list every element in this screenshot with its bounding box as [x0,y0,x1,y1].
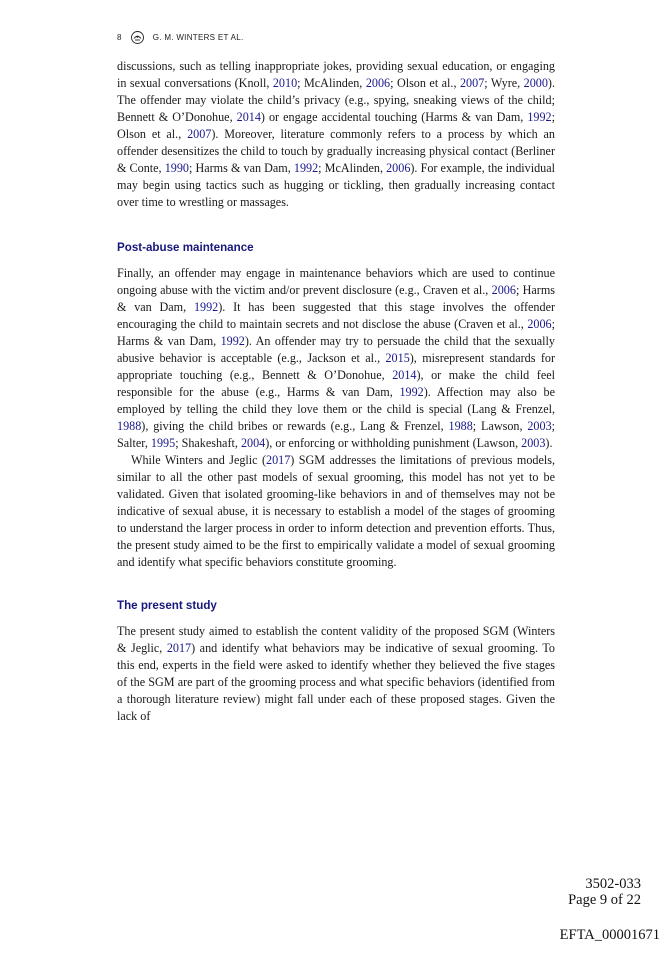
paragraph-post-abuse [117,265,555,452]
text-run: ; Olson et al., [390,76,460,90]
text-run: ; Wyre, [484,76,524,90]
citation-year-link[interactable]: 2017 [266,453,291,467]
paragraph-grooming-touch [117,58,555,211]
citation-year-link[interactable]: 2004 [240,436,266,450]
text-run: ; Salter, [117,419,556,450]
citation-year-link[interactable]: 2015 [385,351,410,365]
text-run: While Winters and Jeglic ( [131,453,267,467]
citation-year-link[interactable]: 1992 [220,334,245,348]
text-run: ; McAlinden, [318,161,387,175]
text-run: ). [545,436,553,450]
text-run: ), or make the child feel responsible for the abuse (e.g., Harms & van Dam, [117,368,555,399]
citation-year-link[interactable]: 2010 [272,76,298,90]
author-line: G. M. WINTERS ET AL. [152,33,244,42]
paragraph-present-study [117,623,555,725]
text-run: ; Harms & van Dam, [117,283,556,314]
citation-year-link[interactable]: 2006 [386,161,411,175]
citation-year-link[interactable]: 1992 [399,385,424,399]
text-run: ), misrepresent standards for appropriate touching (e.g., Bennett & O’Donohue, [117,351,555,382]
text-run: ), giving the child bribes or rewards (e.g., Lang & Frenzel, [141,419,449,433]
citation-year-link[interactable]: 1992 [293,161,319,175]
heading-post-abuse-maintenance: Post-abuse maintenance [117,241,254,254]
journal-logo-icon [131,31,144,44]
text-run: ; Harms & van Dam, [117,317,555,348]
paragraph-sgm-validation [117,452,555,571]
text-run: ; Shakeshaft, [175,436,241,450]
heading-present-study: The present study [117,599,217,612]
citation-year-link[interactable]: 1992 [527,110,552,124]
text-run: ; McAlinden, [297,76,366,90]
text-run: ; Lawson, [472,419,528,433]
text-run: ) and identify what behaviors may be indicative of sexual grooming. To this end, experts in the field were asked to identify whether they believed the five stages of the SGM are part of the grooming process and what specific behaviors (identified from a thorough literature review) might fall under each of these proposed stages. Given the lack of [117,641,555,723]
page-counter: Page 9 of 22 [568,892,641,908]
citation-year-link[interactable]: 1988 [117,419,142,433]
citation-year-link[interactable]: 2006 [491,283,516,297]
citation-year-link[interactable]: 1992 [193,300,219,314]
page-number: 8 [117,33,122,42]
text-run: ). For example, the individual may begin using tactics such as hugging or tickling, then gradually increasing contact over time to wrestling or massages. [117,161,555,209]
citation-year-link[interactable]: 2017 [166,641,192,655]
citation-year-link[interactable]: 2014 [392,368,417,382]
citation-year-link[interactable]: 1995 [150,436,176,450]
text-run: The present study aimed to establish the content validity of the proposed SGM (Winters & Jeglic, [117,624,555,655]
text-run: ) SGM addresses the limitations of previous models, similar to all the other past models of sexual grooming, this model has not yet to be validated. Given that isolated grooming-like behaviors in and of themselves may not be indicative of sexual abuse, it is necessary to establish a model of the stages of grooming to understand the larger process in order to inform detection and prevention efforts. Thus, the present study aimed to be the first to empirically validate a model of sexual grooming and identify what specific behaviors constitute grooming. [117,453,555,569]
text-run: Finally, an offender may engage in maintenance behaviors which are used to continue ongoing abuse with the victim and/or prevent disclosure (e.g., Craven et al., [117,266,555,297]
text-run: ). Moreover, literature commonly refers to a process by which an offender desensitizes the child to touch by gradually increasing physical contact (Berliner & Conte, [117,127,555,175]
citation-year-link[interactable]: 2014 [236,110,261,124]
citation-year-link[interactable]: 2006 [365,76,391,90]
text-run: ) or engage accidental touching (Harms & van Dam, [260,110,528,124]
text-run: ; Olson et al., [117,110,555,141]
document-id: 3502-033 [585,876,641,892]
text-run: ). An offender may try to persuade the child that the sexually abusive behavior is acceptable (e.g., Jackson et al., [117,334,555,365]
citation-year-link[interactable]: 2006 [527,317,552,331]
bates-stamp [568,876,641,908]
text-run: ; Harms & van Dam, [188,161,294,175]
citation-year-link[interactable]: 1990 [164,161,189,175]
text-run: ). Affection may also be employed by telling the child they love them or the child is special (Lang & Frenzel, [117,385,555,416]
text-run: ). It has been suggested that this stage involves the offender encouraging the child to maintain secrets and not disclose the abuse (Craven et al., [117,300,555,331]
citation-year-link[interactable]: 2000 [523,76,548,90]
citation-year-link[interactable]: 2003 [527,419,552,433]
efta-identifier: EFTA_00001671 [559,927,660,943]
citation-year-link[interactable]: 1988 [448,419,473,433]
citation-year-link[interactable]: 2007 [459,76,485,90]
text-run: discussions, such as telling inappropriate jokes, providing sexual education, or engaging in sexual conversations (Knoll, [117,59,555,90]
running-header [117,31,244,44]
text-run: ). The offender may violate the child’s privacy (e.g., spying, sneaking views of the child; Bennett & O’Donohue, [117,76,555,124]
citation-year-link[interactable]: 2007 [187,127,212,141]
text-run: ), or enforcing or withholding punishment (Lawson, [265,436,522,450]
article-body [117,58,555,725]
citation-year-link[interactable]: 2003 [521,436,546,450]
